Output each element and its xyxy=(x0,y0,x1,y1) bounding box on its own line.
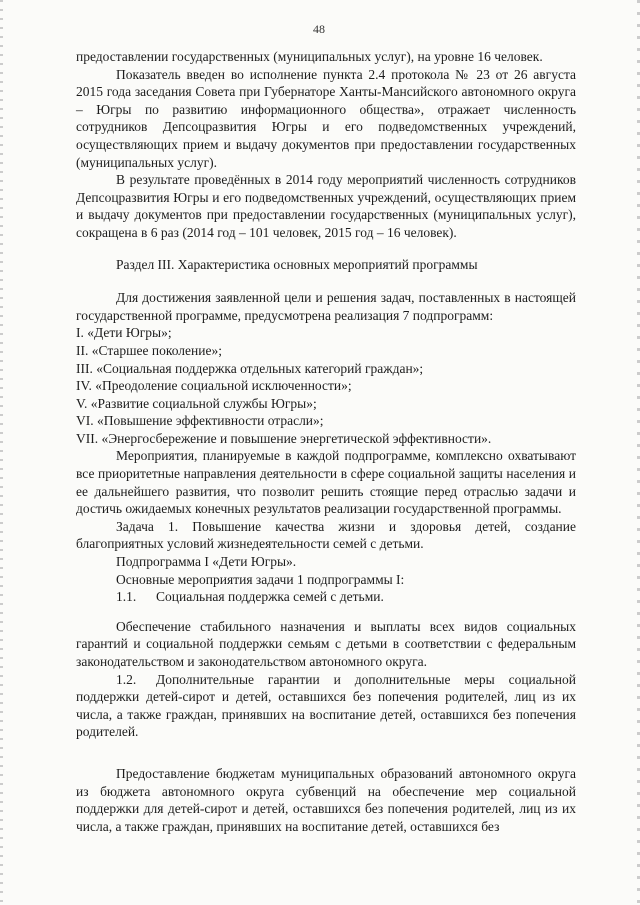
binder-holes-left xyxy=(0,0,3,905)
list-item: IV. «Преодоление социальной исключенности»; xyxy=(76,378,352,394)
list-item: VII. «Энергосбережение и повышение энергетической эффективности». xyxy=(76,430,492,446)
list-item: III. «Социальная поддержка отдельных категорий граждан»; xyxy=(76,360,424,376)
budget-paragraph: Предоставление бюджетам муниципальных образований автономного округа из бюджета автономного округа субвенций на обеспечение мер социальной поддержки для детей-сирот и детей, оставшихся без попечения родителей, лиц из их числа, а также граждан, принявших на воспитание детей, оставшихся без xyxy=(76,765,576,834)
task-paragraph: Задача 1. Повышение качества жизни и здоровья детей, создание благоприятных условий жизнедеятельности семей с детьми. xyxy=(76,518,576,552)
measures-paragraph: Мероприятия, планируемые в каждой подпрограмме, комплексно охватывают все приоритетные направления деятельности в сфере социальной защиты населения и ее дальнейшего развития, что позволит решить стоящие перед отраслью задачи и достичь ожидаемых конечных результатов реализации государственной программы. xyxy=(76,448,576,517)
intro-paragraph: Для достижения заявленной цели и решения задач, поставленных в настоящей государственной программе, предусмотрена реализация 7 подпрограмм: xyxy=(76,290,576,323)
page-number: 48 xyxy=(313,22,325,36)
list-item: VI. «Повышение эффективности отрасли»; xyxy=(76,413,324,429)
paragraph: В результате проведённых в 2014 году мероприятий численность сотрудников Депсоцразвития Югры и его подведомственных учреждений, осуществляющих прием и выдачу документов при предоставлении государственных (муниципальных услуг), сокращена в 6 раз (2014 год – 101 человек, 2015 год – 16 человек). xyxy=(76,172,576,240)
main-measures-title: Основные мероприятия задачи 1 подпрограммы I: xyxy=(116,571,405,587)
paragraph: предоставлении государственных (муниципальных услуг), на уровне 16 человек. xyxy=(76,49,543,64)
subprogram-list xyxy=(76,324,576,447)
item-1-2 xyxy=(76,671,576,741)
list-item: I. «Дети Югры»; xyxy=(76,325,172,341)
item-text: Социальная поддержка семей с детьми. xyxy=(156,589,384,605)
paragraph: Показатель введен во исполнение пункта 2.4 протокола № 23 от 26 августа 2015 года заседания Совета при Губернаторе Ханты-Мансийского автономного округа – Югры по развитию информационного общества», отражает численность сотрудников Депсоцразвития Югры и его подведомственных учреждений, осуществляющих прием и выдачу документов при предоставлении государственных (муниципальных услуг). xyxy=(76,66,576,170)
item-number: 1.1. xyxy=(116,589,137,605)
document-body xyxy=(76,48,576,835)
section-heading: Раздел III. Характеристика основных мероприятий программы xyxy=(116,256,478,272)
list-item: II. «Старшее поколение»; xyxy=(76,342,222,358)
item-1-1 xyxy=(76,588,576,606)
item-number: 1.2. xyxy=(116,671,137,687)
item-text: Дополнительные гарантии и дополнительные меры социальной поддержки детей-сирот и детей, оставшихся без попечения родителей, лиц из их числа, а также граждан, принявших на воспитание детей, оставшихся без попечения родителей. xyxy=(76,671,576,740)
list-item: V. «Развитие социальной службы Югры»; xyxy=(76,395,317,411)
support-paragraph: Обеспечение стабильного назначения и выплаты всех видов социальных гарантий и социальной поддержки семьям с детьми в соответствии с федеральным законодательством и законодательством автономного округа. xyxy=(76,618,576,669)
subprogram-title: Подпрограмма I «Дети Югры». xyxy=(116,554,297,570)
